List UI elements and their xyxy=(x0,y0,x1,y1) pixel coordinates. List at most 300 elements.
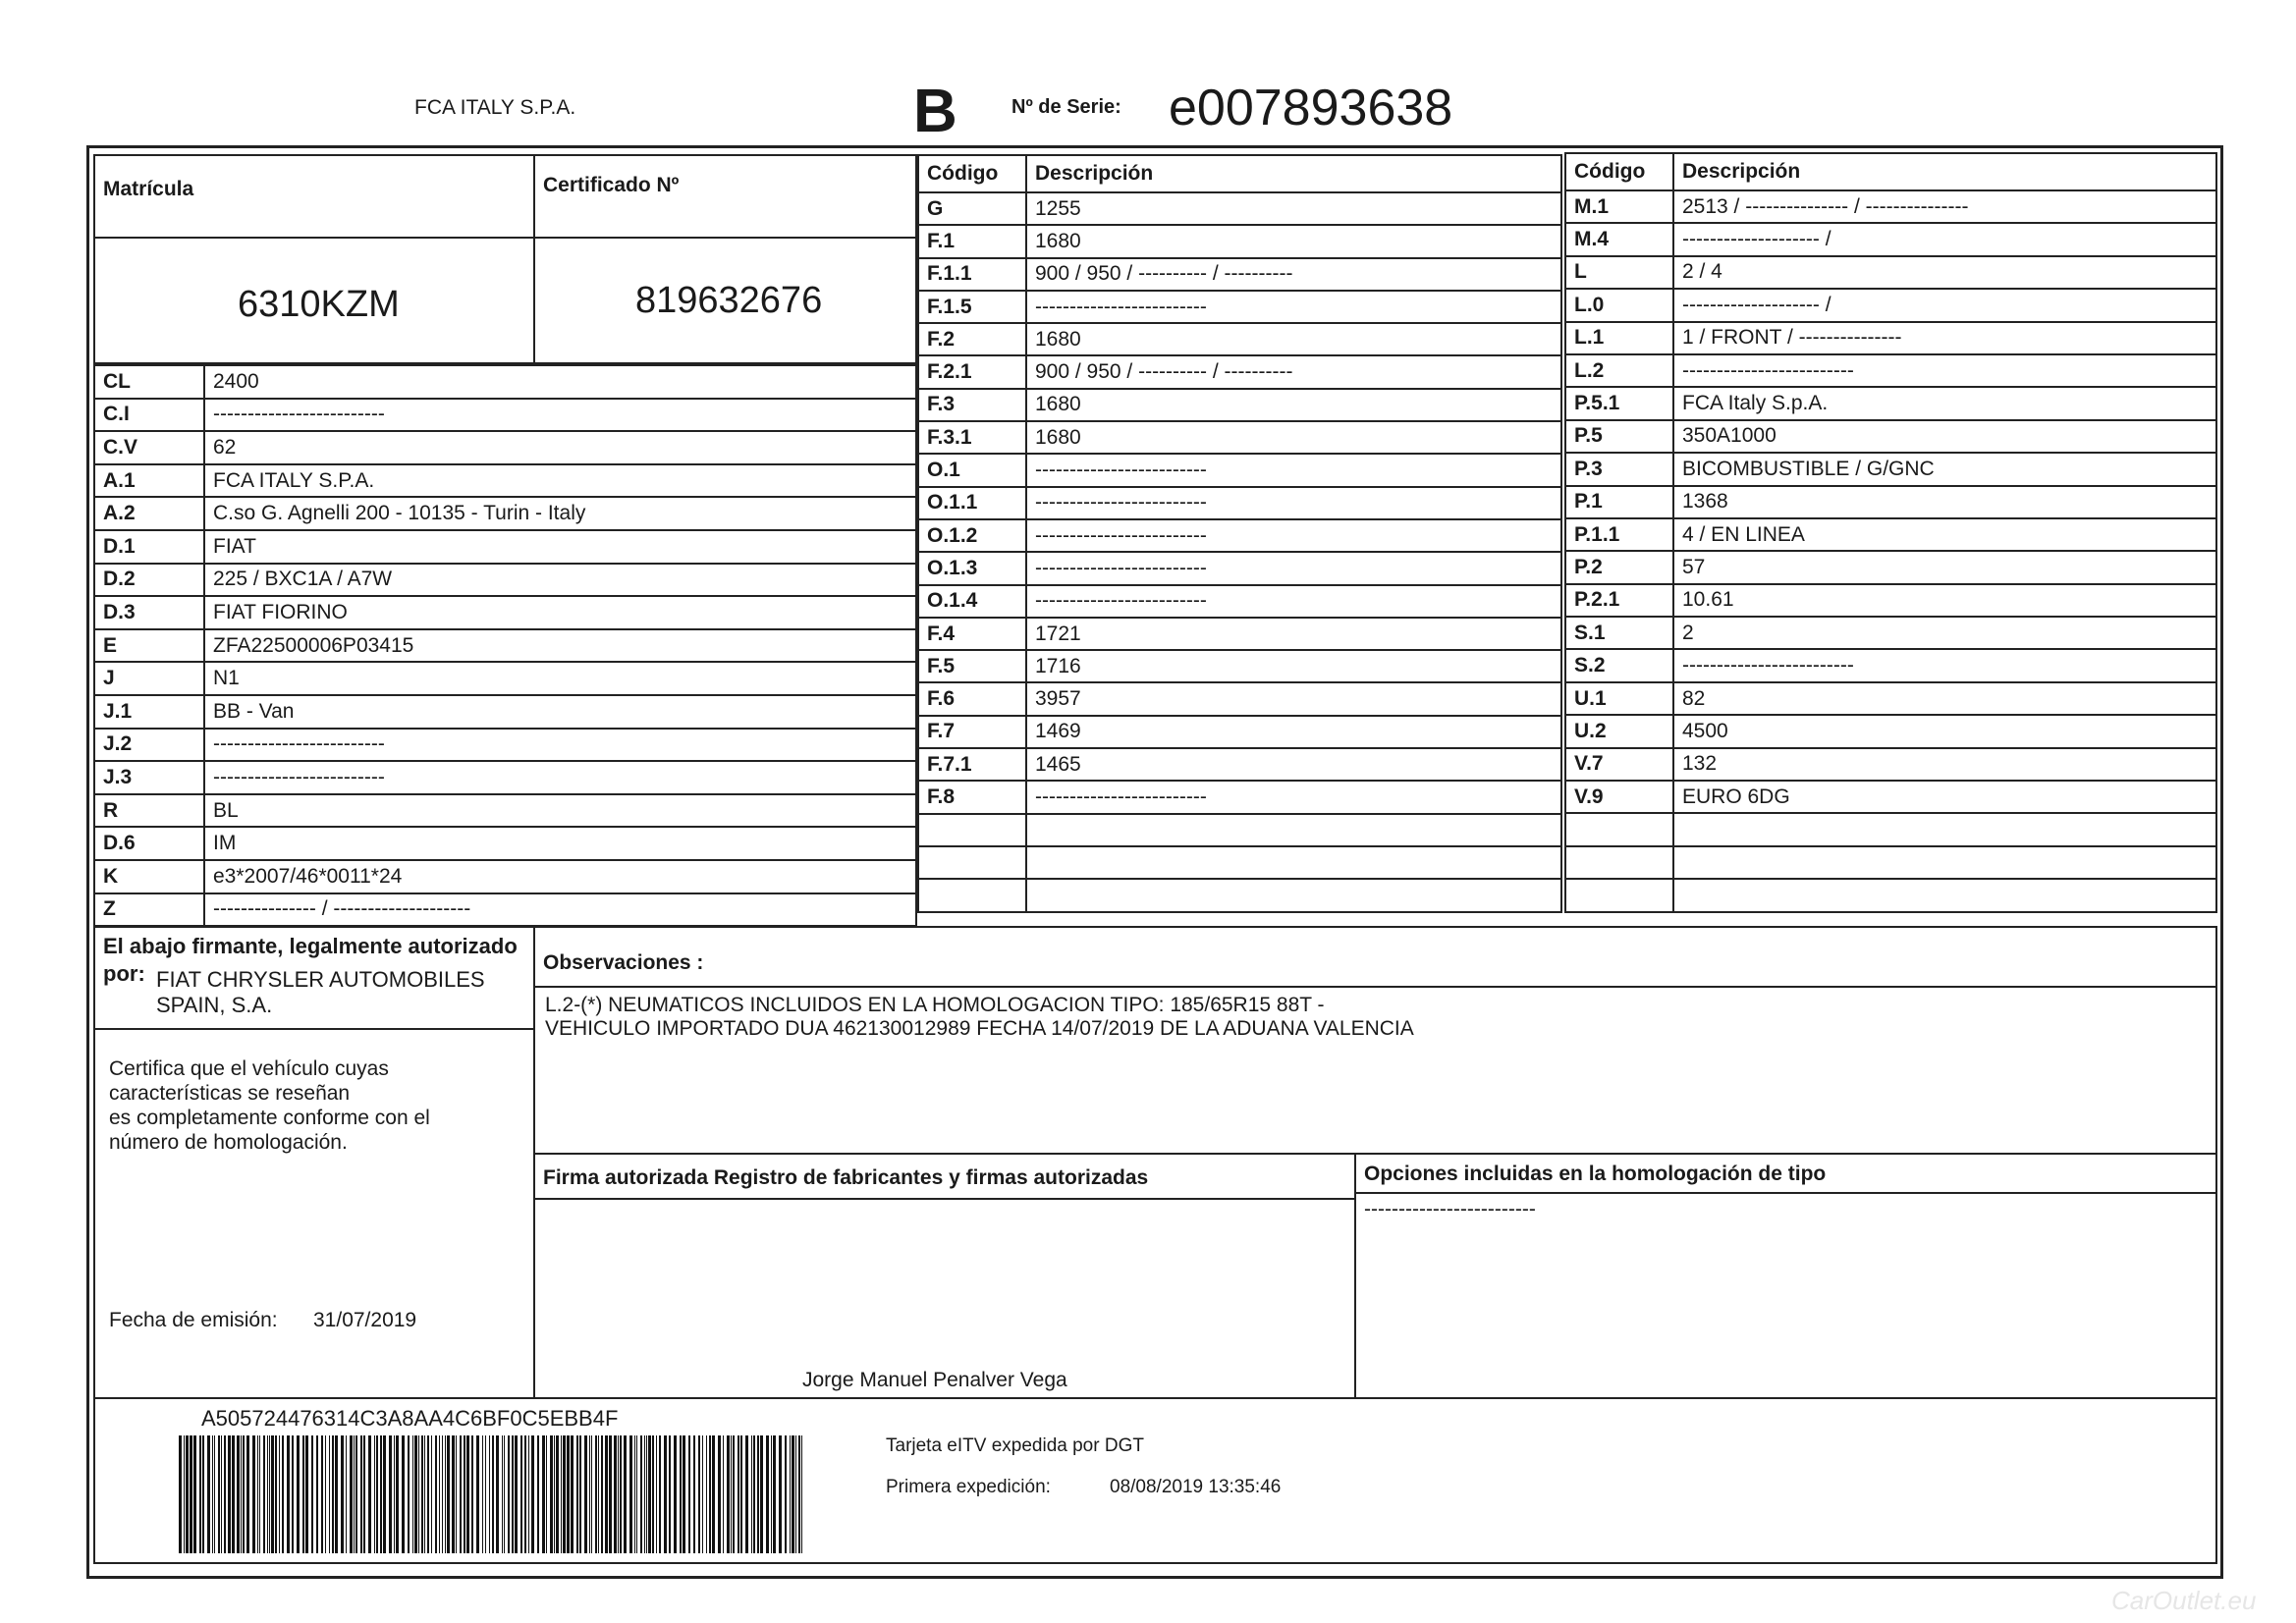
barcode-bar xyxy=(629,1435,632,1553)
table-row xyxy=(918,650,1561,682)
barcode-bar xyxy=(389,1435,392,1553)
field-value: 350A1000 xyxy=(1673,420,2216,453)
fecha-emision-value: 31/07/2019 xyxy=(313,1309,417,1331)
barcode-bar xyxy=(636,1435,637,1553)
certificado-label: Certificado Nº xyxy=(543,174,680,196)
field-code: O.1.1 xyxy=(918,487,1026,519)
table-row xyxy=(94,860,916,893)
barcode-bar xyxy=(669,1435,671,1553)
barcode-bar xyxy=(595,1435,597,1553)
firma-body xyxy=(533,1198,1356,1399)
firma-label-cell xyxy=(533,1153,1356,1200)
field-code: F.7 xyxy=(918,716,1026,748)
barcode-bar xyxy=(524,1435,526,1553)
field-code: S.2 xyxy=(1565,649,1673,681)
barcode-bar xyxy=(237,1435,240,1553)
observaciones-line-2: VEHICULO IMPORTADO DUA 462130012989 FECHA 14/07/2019 DE LA ADUANA VALENCIA xyxy=(545,1017,1414,1040)
barcode-bar xyxy=(680,1435,682,1553)
table-row xyxy=(94,564,916,597)
barcode-bar xyxy=(456,1435,457,1553)
table-row xyxy=(918,682,1561,715)
watermark: CarOutlet.eu xyxy=(2111,1586,2257,1615)
table-row xyxy=(94,530,916,564)
barcode-bar xyxy=(214,1435,215,1553)
field-value: 1680 xyxy=(1026,323,1561,355)
field-value: e3*2007/46*0011*24 xyxy=(204,860,916,893)
barcode-bar xyxy=(241,1435,242,1553)
field-code: G xyxy=(918,192,1026,225)
field-code: J xyxy=(94,662,204,695)
table-row xyxy=(1565,190,2216,223)
firma-label: Firma autorizada Registro de fabricantes y firmas autorizadas xyxy=(543,1166,1149,1189)
barcode-bar xyxy=(614,1435,617,1553)
barcode-bar xyxy=(305,1435,308,1553)
table-row xyxy=(918,225,1561,257)
field-value: 2400 xyxy=(204,365,916,399)
barcode-bar xyxy=(460,1435,462,1553)
field-value: 1716 xyxy=(1026,650,1561,682)
cert-line-2: características se reseñan xyxy=(109,1082,351,1105)
barcode-bar xyxy=(733,1435,735,1553)
table-row xyxy=(918,487,1561,519)
field-code: L.2 xyxy=(1565,354,1673,387)
observaciones-label: Observaciones : xyxy=(543,951,704,974)
barcode-bar xyxy=(531,1435,534,1553)
barcode-bar xyxy=(184,1435,185,1553)
field-code: O.1.4 xyxy=(918,585,1026,618)
field-value: N1 xyxy=(204,662,916,695)
table-row xyxy=(1565,256,2216,289)
barcode-bar xyxy=(801,1435,802,1553)
field-value: -------------------- / xyxy=(1673,223,2216,255)
field-value: FCA ITALY S.P.A. xyxy=(204,464,916,498)
barcode-bar xyxy=(259,1435,260,1553)
field-code: A.2 xyxy=(94,497,204,530)
tarjeta-text: Tarjeta eITV expedida por DGT xyxy=(886,1435,1144,1456)
matricula-label: Matrícula xyxy=(103,178,194,200)
table-row xyxy=(918,192,1561,225)
table-row xyxy=(1565,486,2216,518)
header-letter: B xyxy=(913,78,957,145)
table-row xyxy=(94,431,916,464)
barcode-bar xyxy=(252,1435,255,1553)
field-value: ------------------------- xyxy=(1026,552,1561,584)
barcode-bar xyxy=(221,1435,222,1553)
right-desc-header: Descripción xyxy=(1673,153,2216,190)
field-value: 1368 xyxy=(1673,486,2216,518)
barcode-bar xyxy=(550,1435,553,1553)
barcode-bar xyxy=(321,1435,323,1553)
barcode-bar xyxy=(688,1435,690,1553)
table-row xyxy=(94,827,916,860)
barcode-bar xyxy=(773,1435,776,1553)
barcode-bar xyxy=(591,1435,592,1553)
field-code xyxy=(918,846,1026,879)
field-value: ZFA22500006P03415 xyxy=(204,629,916,663)
barcode-bar xyxy=(297,1435,300,1553)
barcode-bar xyxy=(515,1435,518,1553)
field-value: 1465 xyxy=(1026,748,1561,781)
barcode-bar xyxy=(771,1435,772,1553)
barcode-bar xyxy=(760,1435,763,1553)
field-value: ------------------------- xyxy=(204,399,916,432)
barcode-bar xyxy=(207,1435,210,1553)
barcode-bar xyxy=(702,1435,703,1553)
field-value: ------------------------- xyxy=(1673,649,2216,681)
field-code xyxy=(1565,813,1673,845)
barcode-bar xyxy=(193,1435,196,1553)
barcode-bar xyxy=(218,1435,220,1553)
barcode-bar xyxy=(546,1435,547,1553)
field-value: 1680 xyxy=(1026,225,1561,257)
field-code: U.1 xyxy=(1565,682,1673,715)
table-row xyxy=(1565,649,2216,681)
barcode-bar xyxy=(738,1435,739,1553)
field-code: U.2 xyxy=(1565,715,1673,747)
barcode-bar xyxy=(598,1435,599,1553)
field-code: F.5 xyxy=(918,650,1026,682)
field-value: 900 / 950 / ---------- / ---------- xyxy=(1026,258,1561,291)
table-row xyxy=(1565,551,2216,583)
barcode-bar xyxy=(466,1435,469,1553)
field-code: D.6 xyxy=(94,827,204,860)
barcode-bar xyxy=(383,1435,386,1553)
field-code: F.1 xyxy=(918,225,1026,257)
table-row xyxy=(1565,617,2216,649)
field-value xyxy=(1673,879,2216,911)
barcode-bar xyxy=(766,1435,769,1553)
field-value: ------------------------- xyxy=(1026,519,1561,552)
field-value: 2513 / --------------- / --------------- xyxy=(1673,190,2216,223)
field-code: D.2 xyxy=(94,564,204,597)
fecha-emision-label: Fecha de emisión: xyxy=(109,1309,278,1331)
barcode-bar xyxy=(442,1435,443,1553)
barcode-bar xyxy=(674,1435,677,1553)
table-row xyxy=(918,355,1561,388)
barcode-bar xyxy=(712,1435,715,1553)
barcode-bar xyxy=(496,1435,499,1553)
table-row xyxy=(1565,748,2216,781)
table-row xyxy=(1565,420,2216,453)
barcode-bar xyxy=(693,1435,695,1553)
firma-name: Jorge Manuel Penalver Vega xyxy=(802,1369,1067,1391)
table-row xyxy=(94,794,916,828)
barcode-bar xyxy=(502,1435,503,1553)
field-value: ------------------------- xyxy=(1026,781,1561,813)
field-code: R xyxy=(94,794,204,828)
field-value xyxy=(1673,846,2216,879)
barcode-bar xyxy=(311,1435,313,1553)
barcode-bar xyxy=(718,1435,721,1553)
table-row xyxy=(1565,781,2216,813)
table-row xyxy=(94,497,916,530)
table-row xyxy=(1565,322,2216,354)
field-value: 4500 xyxy=(1673,715,2216,747)
field-value: 132 xyxy=(1673,748,2216,781)
barcode-bar xyxy=(492,1435,494,1553)
field-value: FIAT xyxy=(204,530,916,564)
table-row xyxy=(918,814,1561,846)
field-value: ------------------------- xyxy=(204,729,916,762)
field-value: 2 xyxy=(1673,617,2216,649)
barcode-bar xyxy=(202,1435,204,1553)
barcode-bar xyxy=(341,1435,344,1553)
barcode-bar xyxy=(396,1435,399,1553)
barcode-bar xyxy=(179,1435,182,1553)
barcode-bar xyxy=(579,1435,581,1553)
field-value: 3957 xyxy=(1026,682,1561,715)
barcode-bar xyxy=(431,1435,432,1553)
barcode-bar xyxy=(267,1435,268,1553)
field-value: 1680 xyxy=(1026,389,1561,421)
barcode-bar xyxy=(452,1435,455,1553)
barcode-bar xyxy=(190,1435,192,1553)
field-code: C.V xyxy=(94,431,204,464)
barcode-bar xyxy=(795,1435,796,1553)
field-value: 2 / 4 xyxy=(1673,256,2216,289)
barcode-bar xyxy=(232,1435,235,1553)
barcode-bar xyxy=(282,1435,284,1553)
barcode-bar xyxy=(269,1435,270,1553)
field-value: 900 / 950 / ---------- / ---------- xyxy=(1026,355,1561,388)
barcode-bar xyxy=(435,1435,437,1553)
barcode-bar xyxy=(224,1435,226,1553)
right-code-header: Código xyxy=(1565,153,1673,190)
field-value: BB - Van xyxy=(204,695,916,729)
barcode-bar xyxy=(335,1435,338,1553)
field-code: D.1 xyxy=(94,530,204,564)
table-row xyxy=(918,748,1561,781)
field-code: E xyxy=(94,629,204,663)
primera-expedicion-value: 08/08/2019 13:35:46 xyxy=(1110,1477,1282,1497)
field-value: 1721 xyxy=(1026,618,1561,650)
field-code: J.1 xyxy=(94,695,204,729)
barcode-bar xyxy=(329,1435,330,1553)
field-code: D.3 xyxy=(94,596,204,629)
barcode-bar xyxy=(263,1435,265,1553)
barcode-bar xyxy=(421,1435,423,1553)
barcode-bar xyxy=(368,1435,371,1553)
barcode-bar xyxy=(376,1435,378,1553)
field-code: O.1 xyxy=(918,454,1026,486)
field-code: J.3 xyxy=(94,761,204,794)
barcode-bar xyxy=(790,1435,791,1553)
cert-line-4: número de homologación. xyxy=(109,1131,348,1154)
field-code: C.I xyxy=(94,399,204,432)
barcode-bar xyxy=(424,1435,425,1553)
barcode-bar xyxy=(476,1435,479,1553)
field-code xyxy=(1565,879,1673,911)
barcode-bar xyxy=(601,1435,603,1553)
field-code: F.1.5 xyxy=(918,291,1026,323)
barcode-bar xyxy=(482,1435,483,1553)
field-value: 10.61 xyxy=(1673,584,2216,617)
barcode-bar xyxy=(302,1435,304,1553)
table-row xyxy=(918,389,1561,421)
certificado-value: 819632676 xyxy=(635,280,823,321)
field-code: P.2.1 xyxy=(1565,584,1673,617)
serie-number: e007893638 xyxy=(1169,80,1453,136)
field-code: O.1.3 xyxy=(918,552,1026,584)
barcode-bar xyxy=(257,1435,258,1553)
table-row xyxy=(1565,879,2216,911)
field-value: FIAT FIORINO xyxy=(204,596,916,629)
barcode-bar xyxy=(394,1435,395,1553)
barcode-bar xyxy=(709,1435,711,1553)
barcode-bar xyxy=(723,1435,724,1553)
table-row xyxy=(94,662,916,695)
field-value: 82 xyxy=(1673,682,2216,715)
signer-heading: El abajo firmante, legalmente autorizado xyxy=(103,934,518,958)
barcode-bar xyxy=(659,1435,661,1553)
barcode-bar xyxy=(412,1435,413,1553)
barcode-bar xyxy=(589,1435,590,1553)
table-row xyxy=(918,519,1561,552)
header-company: FCA ITALY S.P.A. xyxy=(414,96,576,119)
table-row xyxy=(918,585,1561,618)
field-code xyxy=(1565,846,1673,879)
field-value: IM xyxy=(204,827,916,860)
field-value: ------------------------- xyxy=(204,761,916,794)
field-code: F.6 xyxy=(918,682,1026,715)
field-code: Z xyxy=(94,893,204,927)
table-row xyxy=(94,464,916,498)
table-row xyxy=(94,596,916,629)
barcode-bar xyxy=(644,1435,645,1553)
field-value: ------------------------- xyxy=(1026,454,1561,486)
table-row xyxy=(918,323,1561,355)
table-row xyxy=(918,258,1561,291)
barcode-bar xyxy=(556,1435,559,1553)
field-code: V.7 xyxy=(1565,748,1673,781)
table-row xyxy=(1565,584,2216,617)
field-value: 1 / FRONT / --------------- xyxy=(1673,322,2216,354)
field-value xyxy=(1673,813,2216,845)
barcode-bar xyxy=(246,1435,249,1553)
field-value: 1255 xyxy=(1026,192,1561,225)
barcode-bar xyxy=(542,1435,545,1553)
barcode-bar xyxy=(212,1435,213,1553)
barcode-bar xyxy=(584,1435,587,1553)
signer-company-line2: SPAIN, S.A. xyxy=(156,993,273,1017)
barcode-text: A505724476314C3A8AA4C6BF0C5EBB4F xyxy=(201,1406,619,1431)
field-code: CL xyxy=(94,365,204,399)
table-row xyxy=(918,421,1561,454)
barcode-bar xyxy=(561,1435,562,1553)
barcode-bar xyxy=(350,1435,353,1553)
field-value: FCA Italy S.p.A. xyxy=(1673,387,2216,419)
field-value: BICOMBUSTIBLE / G/GNC xyxy=(1673,453,2216,485)
field-value: -------------------- / xyxy=(1673,289,2216,321)
observaciones-body xyxy=(533,986,2217,1155)
field-code: J.2 xyxy=(94,729,204,762)
barcode-bar xyxy=(485,1435,486,1553)
field-value: 1680 xyxy=(1026,421,1561,454)
table-row xyxy=(1565,846,2216,879)
barcode-bar xyxy=(408,1435,410,1553)
signer-por-label: por: xyxy=(103,961,145,986)
barcode-bar xyxy=(464,1435,465,1553)
field-value: 57 xyxy=(1673,551,2216,583)
barcode-bar xyxy=(325,1435,326,1553)
signer-cert-cell xyxy=(93,1028,535,1399)
barcode-bar xyxy=(512,1435,514,1553)
middle-code-table xyxy=(917,154,1562,913)
field-code: F.3 xyxy=(918,389,1026,421)
table-row xyxy=(918,291,1561,323)
barcode-bar xyxy=(646,1435,647,1553)
primera-expedicion-label: Primera expedición: xyxy=(886,1477,1051,1497)
table-row xyxy=(1565,223,2216,255)
field-value: 225 / BXC1A / A7W xyxy=(204,564,916,597)
opciones-body xyxy=(1354,1192,2217,1399)
matricula-value: 6310KZM xyxy=(238,284,400,325)
field-code: M.4 xyxy=(1565,223,1673,255)
field-value xyxy=(1026,846,1561,879)
barcode-bar xyxy=(186,1435,189,1553)
table-row xyxy=(918,846,1561,879)
barcode-bar xyxy=(292,1435,294,1553)
field-value: --------------- / -------------------- xyxy=(204,893,916,927)
table-row xyxy=(94,629,916,663)
barcode-bar xyxy=(605,1435,608,1553)
barcode-image xyxy=(179,1435,807,1553)
table-row xyxy=(94,399,916,432)
field-value: BL xyxy=(204,794,916,828)
barcode-bar xyxy=(698,1435,700,1553)
table-row xyxy=(1565,289,2216,321)
barcode-bar xyxy=(706,1435,707,1553)
barcode-bar xyxy=(271,1435,274,1553)
table-row xyxy=(1565,715,2216,747)
barcode-bar xyxy=(563,1435,566,1553)
barcode-bar xyxy=(567,1435,570,1553)
barcode-bar xyxy=(316,1435,318,1553)
barcode-bar xyxy=(618,1435,619,1553)
barcode-bar xyxy=(199,1435,201,1553)
barcode-bar xyxy=(504,1435,505,1553)
barcode-bar xyxy=(753,1435,755,1553)
barcode-bar xyxy=(798,1435,800,1553)
barcode-bar xyxy=(275,1435,277,1553)
barcode-bar xyxy=(402,1435,405,1553)
barcode-bar xyxy=(571,1435,574,1553)
field-code: O.1.2 xyxy=(918,519,1026,552)
barcode-bar xyxy=(620,1435,622,1553)
field-code: M.1 xyxy=(1565,190,1673,223)
table-row xyxy=(918,618,1561,650)
barcode-bar xyxy=(656,1435,657,1553)
field-value: ------------------------- xyxy=(1026,585,1561,618)
barcode-bar xyxy=(418,1435,419,1553)
table-row xyxy=(918,781,1561,813)
field-code: L.1 xyxy=(1565,322,1673,354)
field-code: F.3.1 xyxy=(918,421,1026,454)
barcode-bar xyxy=(363,1435,365,1553)
field-code: V.9 xyxy=(1565,781,1673,813)
barcode-bar xyxy=(683,1435,685,1553)
field-code: F.4 xyxy=(918,618,1026,650)
field-value: ------------------------- xyxy=(1026,291,1561,323)
field-value: ------------------------- xyxy=(1673,354,2216,387)
opciones-label-cell xyxy=(1354,1153,2217,1194)
barcode-bar xyxy=(634,1435,635,1553)
barcode-bar xyxy=(355,1435,357,1553)
barcode-bar xyxy=(609,1435,612,1553)
opciones-value: ------------------------- xyxy=(1364,1198,1536,1220)
matricula-value-cell xyxy=(93,237,535,364)
field-code: P.2 xyxy=(1565,551,1673,583)
